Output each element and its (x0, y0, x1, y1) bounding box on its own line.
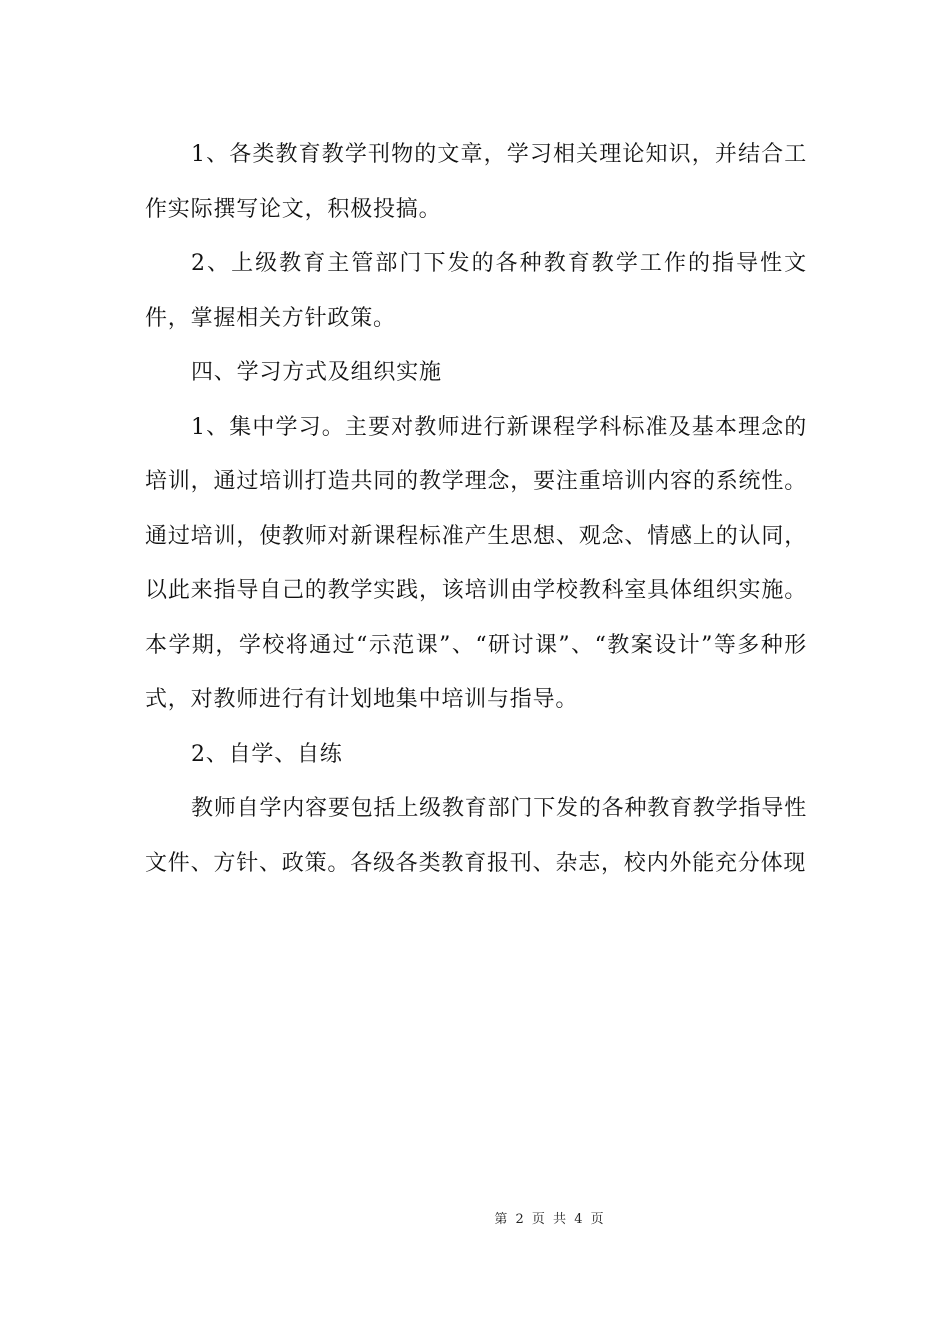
document-body (145, 128, 807, 891)
paragraph-study-documents: 2、上级教育主管部门下发的各种教育教学工作的指导性文件，掌握相关方针政策。 (145, 251, 807, 331)
subheading-self-study: 2、自学、自练 (191, 741, 343, 767)
paragraph-study-articles: 1、各类教育教学刊物的文章，学习相关理论知识，并结合工作实际撰写论文，积极投搞。 (145, 142, 807, 222)
section-heading-study-methods: 四、学习方式及组织实施 (191, 360, 442, 385)
page-number-label: 第 2 页 共 4 页 (494, 1212, 606, 1227)
page-footer (0, 1208, 950, 1227)
paragraph-centralized-study: 1、集中学习。主要对教师进行新课程学科标准及基本理念的培训，通过培训打造共同的教学理念，要注重培训内容的系统性。通过培训，使教师对新课程标准产生思想、观念、情感上的认同，以此来指导自己的教学实践，该培训由学校教科室具体组织实施。本学期，学校将通过“示范课”、“研讨课”、“教案设计”等多种形式，对教师进行有计划地集中培训与指导。 (145, 414, 807, 712)
paragraph-self-study-content: 教师自学内容要包括上级教育部门下发的各种教育教学指导性文件、方针、政策。各级各类教育报刊、杂志，校内外能充分体现 (145, 796, 807, 876)
